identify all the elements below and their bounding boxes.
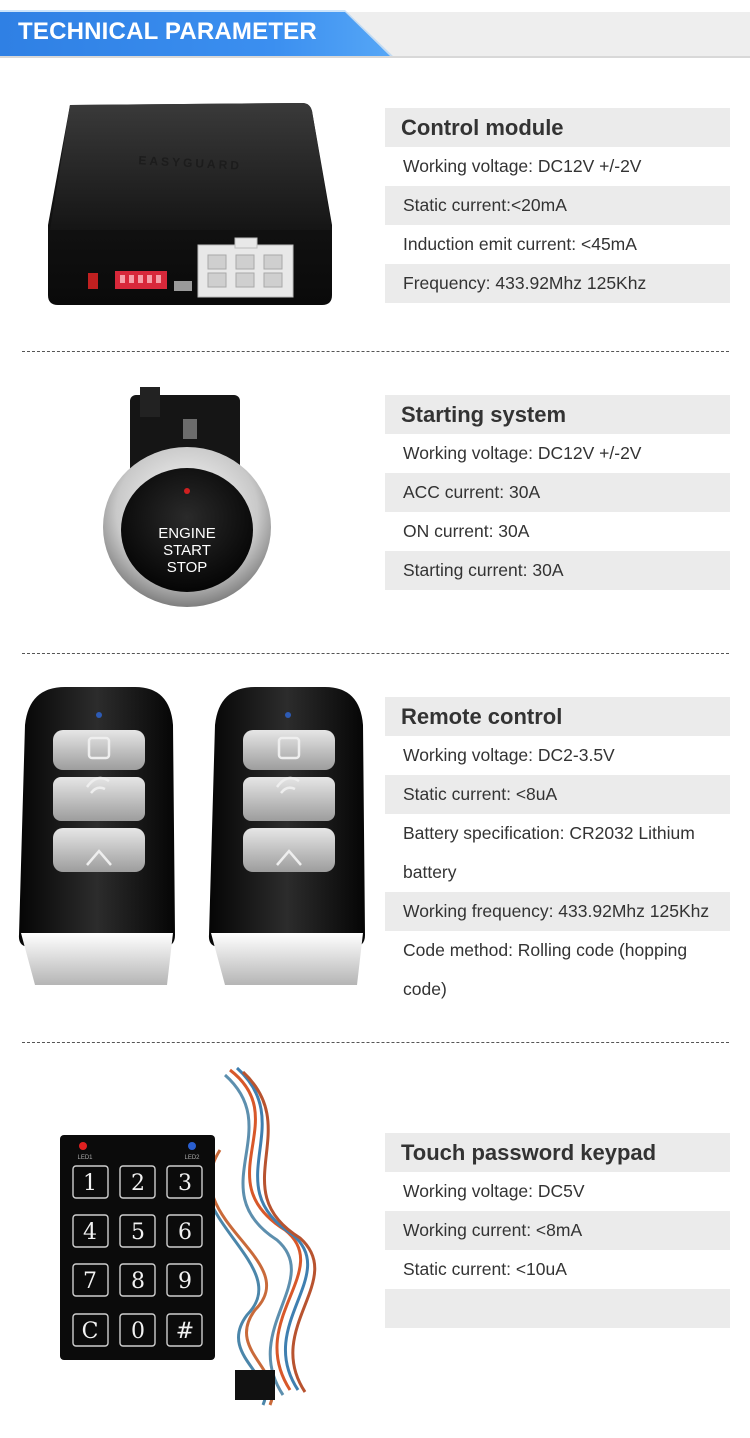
spec-row: Working voltage: DC12V +/-2V <box>403 156 642 176</box>
key-3: 3 <box>178 1171 192 1196</box>
spec-row: Working frequency: 433.92Mhz 125Khz <box>385 892 730 931</box>
spec-title: Touch password keypad <box>385 1133 730 1172</box>
spec-row: Static current: <10uA <box>403 1259 567 1279</box>
remote-fob-left <box>19 687 175 985</box>
key-2: 2 <box>131 1171 145 1196</box>
start-button-image <box>95 385 280 615</box>
spec-row: Working current: <8mA <box>385 1211 730 1250</box>
spec-row: Induction emit current: <45mA <box>403 234 637 254</box>
spec-title: Remote control <box>385 697 730 736</box>
key-9: 9 <box>178 1269 192 1294</box>
remote-fob-right <box>209 687 365 985</box>
led1-label: LED1 <box>77 1155 93 1161</box>
spec-title: Control module <box>385 108 730 147</box>
section-divider <box>22 653 729 654</box>
brand-text: EASYGUARD <box>138 153 243 173</box>
spec-table-touch-keypad <box>385 1133 730 1328</box>
key-4: 4 <box>83 1220 97 1245</box>
section-divider <box>22 1042 729 1043</box>
page-title: TECHNICAL PARAMETER <box>18 18 317 45</box>
spec-title: Starting system <box>385 395 730 434</box>
button-line-engine: ENGINE <box>158 525 216 542</box>
section-divider <box>22 351 729 352</box>
remote-fobs-image <box>15 685 370 990</box>
spec-row: ACC current: 30A <box>385 473 730 512</box>
spec-row: ON current: 30A <box>403 521 530 541</box>
button-line-stop: STOP <box>166 559 208 576</box>
spec-row: Static current: <8uA <box>385 775 730 814</box>
key-5: 5 <box>131 1220 145 1245</box>
key-hash: # <box>175 1319 195 1344</box>
spec-table-control-module <box>385 108 730 303</box>
spec-row: Working voltage: DC5V <box>403 1181 585 1201</box>
spec-table-starting-system <box>385 395 730 590</box>
spec-row: Working voltage: DC12V +/-2V <box>403 443 642 463</box>
spec-row: Frequency: 433.92Mhz 125Khz <box>385 264 730 303</box>
key-6: 6 <box>178 1220 192 1245</box>
key-0: 0 <box>131 1319 145 1344</box>
key-c: C <box>81 1319 99 1344</box>
banner-shadow <box>0 56 750 58</box>
spec-row: Battery specification: CR2032 Lithium battery <box>403 823 695 882</box>
key-1: 1 <box>83 1171 97 1196</box>
spec-row: Starting current: 30A <box>385 551 730 590</box>
section-banner <box>0 0 750 62</box>
button-line-start: START <box>163 542 211 559</box>
led2-label: LED2 <box>184 1155 200 1161</box>
spec-table-remote-control <box>385 697 730 1009</box>
control-module-image <box>40 95 340 315</box>
spec-row: Static current:<20mA <box>385 186 730 225</box>
keypad-image <box>55 1060 325 1410</box>
spec-row: Working voltage: DC2-3.5V <box>403 745 615 765</box>
spec-row: Code method: Rolling code (hopping code) <box>403 940 688 999</box>
spec-row-empty <box>385 1289 730 1328</box>
key-7: 7 <box>83 1269 97 1294</box>
key-8: 8 <box>131 1269 145 1294</box>
